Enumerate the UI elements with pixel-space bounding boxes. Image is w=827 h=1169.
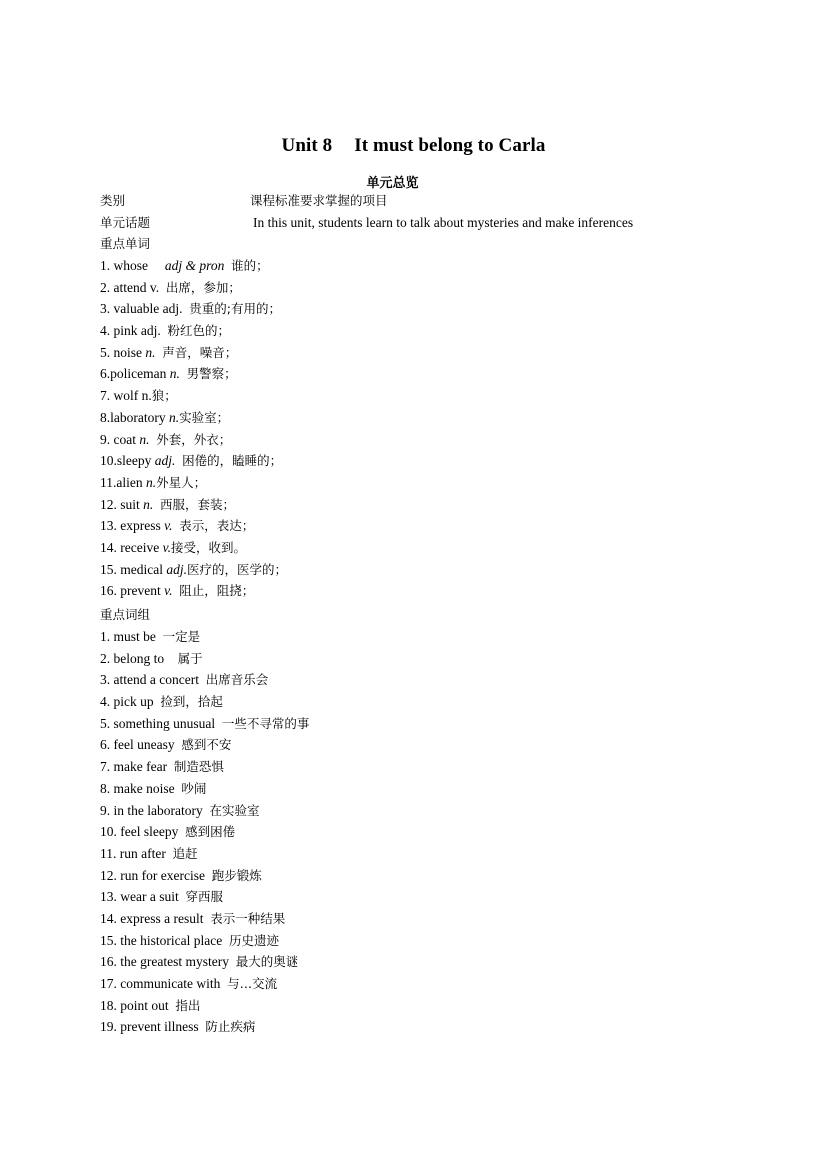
overview-header-row xyxy=(100,192,388,210)
list-item: 12. run for exercise 跑步锻炼 xyxy=(100,867,262,883)
list-item: 14. express a result 表示一种结果 xyxy=(100,910,286,926)
list-item: 10. feel sleepy 感到困倦 xyxy=(100,824,236,840)
list-item: 16. the greatest mystery 最大的奥谜 xyxy=(100,954,299,970)
list-item: 1. whose adj & pron 谁的； xyxy=(100,258,269,273)
key-words-list xyxy=(100,256,287,603)
list-item: 2. belong to 属于 xyxy=(100,650,203,666)
list-item: 8. make noise 吵闹 xyxy=(100,780,207,796)
list-item: 4. pick up 捡到，拾起 xyxy=(100,694,223,710)
list-item: 5. something unusual 一些不寻常的事 xyxy=(100,715,310,731)
topic-label: 单元话题 xyxy=(100,215,151,230)
list-item: 14. receive v.接受，收到。 xyxy=(100,539,246,555)
list-item: 9. coat n. 外套，外衣； xyxy=(100,431,232,447)
header-items: 课程标准要求掌握的项目 xyxy=(250,193,388,208)
list-item: 17. communicate with 与…交流 xyxy=(100,976,278,991)
list-item: 11.alien n.外星人； xyxy=(100,474,207,490)
list-item: 18. point out 指出 xyxy=(100,997,201,1013)
list-item: 9. in the laboratory 在实验室 xyxy=(100,802,260,818)
list-item: 15. the historical place 历史遗迹 xyxy=(100,932,279,948)
list-item: 7. wolf n.狼； xyxy=(100,388,177,404)
key-phrases-heading: 重点词组 xyxy=(100,607,151,622)
list-item: 11. run after 追赶 xyxy=(100,845,198,861)
list-item: 2. attend v. 出席，参加； xyxy=(100,279,241,295)
list-item: 12. suit n. 西服，套装； xyxy=(100,496,236,512)
list-item: 13. wear a suit 穿西服 xyxy=(100,889,223,905)
list-item: 13. express v. 表示，表达； xyxy=(100,518,255,534)
list-item: 15. medical adj.医疗的，医学的； xyxy=(100,561,288,577)
list-item: 3. attend a concert 出席音乐会 xyxy=(100,672,269,688)
header-category: 类别 xyxy=(100,193,126,208)
list-item: 1. must be 一定是 xyxy=(100,629,201,644)
page-title xyxy=(0,135,827,157)
section-subtitle: 单元总览 xyxy=(366,176,419,191)
list-item: 10.sleepy adj. 困倦的，瞌睡的； xyxy=(100,453,283,469)
list-item: 16. prevent v. 阻止，阻挠； xyxy=(100,583,255,599)
topic-text: In this unit, students learn to talk about mysteries and make inferences xyxy=(253,215,634,230)
list-item: 19. prevent illness 防止疾病 xyxy=(100,1019,256,1035)
key-words-heading: 重点单词 xyxy=(100,236,151,251)
list-item: 4. pink adj. 粉红色的； xyxy=(100,323,231,339)
list-item: 5. noise n. 声音，噪音； xyxy=(100,344,238,360)
list-item: 7. make fear 制造恐惧 xyxy=(100,759,224,775)
topic-row xyxy=(100,214,634,232)
list-item: 3. valuable adj. 贵重的;有用的； xyxy=(100,301,281,317)
key-phrases-list xyxy=(100,627,309,1039)
list-item: 6.policeman n. 男警察； xyxy=(100,366,237,382)
list-item: 8.laboratory n.实验室； xyxy=(100,409,230,425)
list-item: 6. feel uneasy 感到不安 xyxy=(100,737,232,753)
unit-title: It must belong to Carla xyxy=(354,135,546,156)
unit-number: Unit 8 xyxy=(281,135,333,156)
